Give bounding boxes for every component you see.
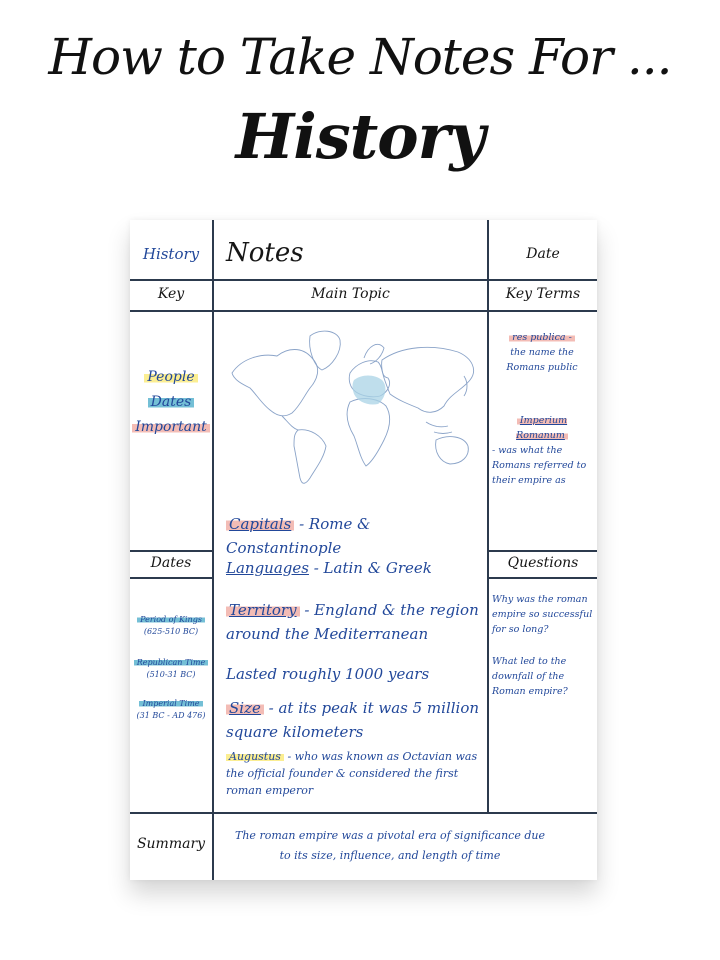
key-term-item <box>492 330 592 375</box>
key-term-definition: - was what the Romans referred to their empire as <box>492 445 587 486</box>
grid-header-divider <box>130 279 597 281</box>
question-item: What led to the downfall of the Roman empire? <box>492 656 568 697</box>
key-column-header: Key <box>157 286 185 302</box>
question-item: Why was the roman empire so successful for so long? <box>492 594 593 635</box>
main-topic-column-header: Main Topic <box>311 286 390 302</box>
page-heading-title: History <box>235 100 485 173</box>
questions-section-header: Questions <box>507 555 579 571</box>
date-entry: Imperial Time (31 BC - AD 476) <box>136 699 206 720</box>
note-duration: Lasted roughly 1000 years <box>226 665 430 683</box>
grid-columns-divider <box>130 310 597 312</box>
notes-title: Notes <box>226 238 304 268</box>
grid-vertical-right <box>487 220 489 812</box>
note-size: Size - at its peak it was 5 million square kilometers <box>226 699 480 741</box>
key-term-name: res publica - <box>509 332 575 343</box>
legend-important: Important <box>132 419 210 435</box>
key-legend <box>130 365 212 440</box>
note-languages: Languages - Latin & Greek <box>226 559 432 577</box>
date-entry: Republican Time (510-31 BC) <box>130 657 212 681</box>
summary-label: Summary <box>136 836 206 852</box>
date-entry: Period of Kings (625-510 BC) <box>130 614 212 638</box>
page-heading-subtitle: How to Take Notes For ... <box>48 28 672 86</box>
note-territory: Territory - England & the region around the Mediterranean <box>226 601 479 643</box>
grid-vertical-left <box>212 220 214 880</box>
world-map-icon <box>222 318 484 490</box>
legend-people: People <box>144 369 197 385</box>
date-field-label[interactable]: Date <box>526 246 560 262</box>
key-term-item <box>492 413 592 488</box>
summary-text: The roman empire was a pivotal era of significance due to its size, influence, and length of time <box>235 829 545 862</box>
notes-sheet <box>130 220 597 880</box>
grid-dates-bottom-left <box>130 577 212 579</box>
dates-section-header: Dates <box>150 555 192 571</box>
grid-questions-top-right <box>487 550 597 552</box>
key-term-definition: the name the Romans public <box>506 347 578 373</box>
grid-summary-divider <box>130 812 597 814</box>
grid-dates-top-left <box>130 550 212 552</box>
key-terms-column-header: Key Terms <box>505 286 581 302</box>
subject-label: History <box>142 245 200 263</box>
grid-questions-bottom-right <box>487 577 597 579</box>
legend-dates: Dates <box>148 394 195 410</box>
note-augustus: Augustus - who was known as Octavian was the official founder & considered the first roman emperor <box>226 750 478 797</box>
key-term-name: Imperium Romanum <box>516 415 568 441</box>
note-capitals: Capitals - Rome & Constantinople <box>226 515 371 557</box>
